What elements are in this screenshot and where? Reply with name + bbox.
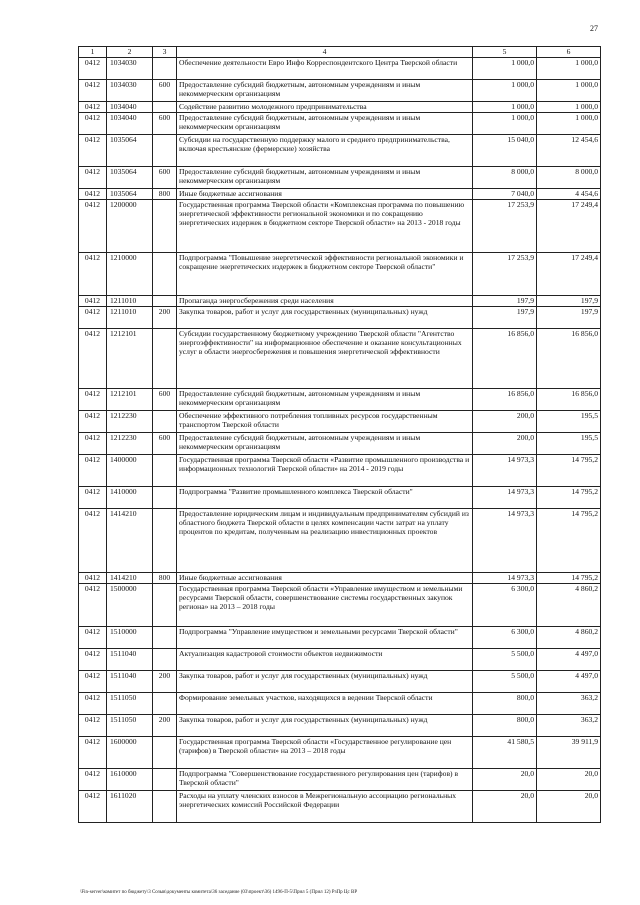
target-item-cell: 1510000 <box>107 627 153 649</box>
table-row <box>79 296 601 307</box>
target-item-cell: 1511050 <box>107 715 153 737</box>
expense-type-cell: 600 <box>153 113 177 135</box>
planned-amount-cell: 800,0 <box>473 715 537 737</box>
target-item-cell: 1212230 <box>107 433 153 455</box>
target-item-cell: 1034030 <box>107 80 153 102</box>
target-item-cell: 1600000 <box>107 737 153 769</box>
expense-type-cell <box>153 487 177 509</box>
target-item-cell: 1035064 <box>107 135 153 167</box>
planned-amount-cell: 16 856,0 <box>473 329 537 389</box>
actual-amount-cell: 197,9 <box>537 296 601 307</box>
description-cell: Подпрограмма "Развитие промышленного комплекса Тверской области" <box>177 487 473 509</box>
section-code-cell: 0412 <box>79 693 107 715</box>
planned-amount-cell: 20,0 <box>473 791 537 823</box>
planned-amount-cell: 41 580,5 <box>473 737 537 769</box>
header-cell-1: 1 <box>79 47 107 58</box>
planned-amount-cell: 7 040,0 <box>473 189 537 200</box>
actual-amount-cell: 363,2 <box>537 715 601 737</box>
target-item-cell: 1211010 <box>107 296 153 307</box>
expense-type-cell <box>153 455 177 487</box>
table-row <box>79 627 601 649</box>
expense-type-cell: 600 <box>153 433 177 455</box>
description-cell: Предоставление субсидий бюджетным, автономным учреждениям и иным некоммерческим организациям <box>177 80 473 102</box>
description-cell: Государственная программа Тверской области «Государственное регулирование цен (тарифов) в Тверской области» на 2013 – 2018 годы <box>177 737 473 769</box>
planned-amount-cell: 14 973,3 <box>473 487 537 509</box>
planned-amount-cell: 197,9 <box>473 296 537 307</box>
table-row <box>79 573 601 584</box>
actual-amount-cell: 8 000,0 <box>537 167 601 189</box>
expense-type-cell <box>153 584 177 627</box>
description-cell: Иные бюджетные ассигнования <box>177 189 473 200</box>
table-row <box>79 584 601 627</box>
planned-amount-cell: 6 300,0 <box>473 627 537 649</box>
table-row <box>79 389 601 411</box>
expense-type-cell: 200 <box>153 671 177 693</box>
target-item-cell: 1410000 <box>107 487 153 509</box>
expense-type-cell <box>153 693 177 715</box>
target-item-cell: 1210000 <box>107 253 153 296</box>
section-code-cell: 0412 <box>79 389 107 411</box>
actual-amount-cell: 4 497,0 <box>537 649 601 671</box>
actual-amount-cell: 16 856,0 <box>537 389 601 411</box>
planned-amount-cell: 17 253,9 <box>473 253 537 296</box>
section-code-cell: 0412 <box>79 58 107 80</box>
section-code-cell: 0412 <box>79 80 107 102</box>
header-cell-4: 4 <box>177 47 473 58</box>
description-cell: Расходы на уплату членских взносов в Межрегиональную ассоциацию региональных энергетических комиссий Российской Федерации <box>177 791 473 823</box>
planned-amount-cell: 200,0 <box>473 433 537 455</box>
expense-type-cell <box>153 329 177 389</box>
actual-amount-cell: 4 497,0 <box>537 671 601 693</box>
table-row <box>79 769 601 791</box>
table-row <box>79 329 601 389</box>
description-cell: Подпрограмма "Повышение энергетической эффективности региональной экономики и сокращение энергетических издержек в бюджетном секторе Тверской области" <box>177 253 473 296</box>
description-cell: Обеспечение эффективного потребления топливных ресурсов государственным транспортом Тверской области <box>177 411 473 433</box>
actual-amount-cell: 14 795,2 <box>537 455 601 487</box>
table-header-row <box>79 47 601 58</box>
planned-amount-cell: 1 000,0 <box>473 80 537 102</box>
description-cell: Предоставление субсидий бюджетным, автономным учреждениям и иным некоммерческим организациям <box>177 433 473 455</box>
planned-amount-cell: 5 500,0 <box>473 671 537 693</box>
target-item-cell: 1511050 <box>107 693 153 715</box>
actual-amount-cell: 20,0 <box>537 791 601 823</box>
target-item-cell: 1414210 <box>107 573 153 584</box>
planned-amount-cell: 14 973,3 <box>473 573 537 584</box>
section-code-cell: 0412 <box>79 102 107 113</box>
section-code-cell: 0412 <box>79 253 107 296</box>
planned-amount-cell: 15 040,0 <box>473 135 537 167</box>
section-code-cell: 0412 <box>79 584 107 627</box>
target-item-cell: 1212230 <box>107 411 153 433</box>
expense-type-cell <box>153 509 177 573</box>
table-row <box>79 715 601 737</box>
expense-type-cell <box>153 627 177 649</box>
planned-amount-cell: 14 973,3 <box>473 455 537 487</box>
target-item-cell: 1200000 <box>107 200 153 253</box>
expense-type-cell: 200 <box>153 307 177 329</box>
target-item-cell: 1034040 <box>107 113 153 135</box>
planned-amount-cell: 17 253,9 <box>473 200 537 253</box>
target-item-cell: 1611020 <box>107 791 153 823</box>
target-item-cell: 1211010 <box>107 307 153 329</box>
description-cell: Предоставление субсидий бюджетным, автономным учреждениям и иным некоммерческим организациям <box>177 113 473 135</box>
table-row <box>79 455 601 487</box>
description-cell: Подпрограмма "Управление имуществом и земельными ресурсами Тверской области" <box>177 627 473 649</box>
description-cell: Субсидии на государственную поддержку малого и среднего предпринимательства, включая крестьянские (фермерские) хозяйства <box>177 135 473 167</box>
actual-amount-cell: 363,2 <box>537 693 601 715</box>
header-cell-2: 2 <box>107 47 153 58</box>
description-cell: Закупка товаров, работ и услуг для государственных (муниципальных) нужд <box>177 715 473 737</box>
section-code-cell: 0412 <box>79 573 107 584</box>
target-item-cell: 1414210 <box>107 509 153 573</box>
table-row <box>79 135 601 167</box>
planned-amount-cell: 20,0 <box>473 769 537 791</box>
expense-type-cell <box>153 200 177 253</box>
actual-amount-cell: 17 249,4 <box>537 253 601 296</box>
table-row <box>79 737 601 769</box>
description-cell: Подпрограмма "Совершенствование государственного регулирования цен (тарифов) в Тверской области" <box>177 769 473 791</box>
section-code-cell: 0412 <box>79 649 107 671</box>
actual-amount-cell: 14 795,2 <box>537 573 601 584</box>
table-row <box>79 487 601 509</box>
section-code-cell: 0412 <box>79 307 107 329</box>
target-item-cell: 1212101 <box>107 389 153 411</box>
actual-amount-cell: 16 856,0 <box>537 329 601 389</box>
expense-type-cell: 800 <box>153 573 177 584</box>
planned-amount-cell: 800,0 <box>473 693 537 715</box>
section-code-cell: 0412 <box>79 791 107 823</box>
actual-amount-cell: 39 911,9 <box>537 737 601 769</box>
expense-type-cell <box>153 411 177 433</box>
expense-type-cell <box>153 791 177 823</box>
section-code-cell: 0412 <box>79 296 107 307</box>
section-code-cell: 0412 <box>79 167 107 189</box>
header-cell-6: 6 <box>537 47 601 58</box>
planned-amount-cell: 6 300,0 <box>473 584 537 627</box>
description-cell: Государственная программа Тверской области «Развитие промышленного производства и информационных технологий Тверской области» на 2014 - 2019 годы <box>177 455 473 487</box>
planned-amount-cell: 1 000,0 <box>473 102 537 113</box>
expense-type-cell: 200 <box>153 715 177 737</box>
section-code-cell: 0412 <box>79 200 107 253</box>
actual-amount-cell: 4 860,2 <box>537 584 601 627</box>
target-item-cell: 1035064 <box>107 167 153 189</box>
section-code-cell: 0412 <box>79 671 107 693</box>
actual-amount-cell: 197,9 <box>537 307 601 329</box>
table-row <box>79 189 601 200</box>
expense-type-cell <box>153 102 177 113</box>
file-path-footer: \Fin-server\комитет по бюджету\3 Созыв\документы комитета\36 заседание (03\проект\36) 1496-П-5\Прил 5 (Прил 12) РзПр Цс ВР <box>80 890 358 895</box>
actual-amount-cell: 195,5 <box>537 411 601 433</box>
budget-table <box>78 46 601 823</box>
section-code-cell: 0412 <box>79 715 107 737</box>
actual-amount-cell: 1 000,0 <box>537 102 601 113</box>
expense-type-cell: 600 <box>153 80 177 102</box>
section-code-cell: 0412 <box>79 509 107 573</box>
description-cell: Государственная программа Тверской области «Комплексная программа по повышению энергетической эффективности региональной экономики и по сокращению энергетических издержек в бюджетном секторе Тверской области» на 2013 - 2018 годы <box>177 200 473 253</box>
expense-type-cell <box>153 58 177 80</box>
expense-type-cell: 800 <box>153 189 177 200</box>
planned-amount-cell: 200,0 <box>473 411 537 433</box>
table-row <box>79 693 601 715</box>
table-row <box>79 307 601 329</box>
actual-amount-cell: 20,0 <box>537 769 601 791</box>
section-code-cell: 0412 <box>79 329 107 389</box>
expense-type-cell <box>153 296 177 307</box>
section-code-cell: 0412 <box>79 135 107 167</box>
expense-type-cell <box>153 737 177 769</box>
header-cell-5: 5 <box>473 47 537 58</box>
actual-amount-cell: 4 454,6 <box>537 189 601 200</box>
target-item-cell: 1400000 <box>107 455 153 487</box>
table-row <box>79 80 601 102</box>
section-code-cell: 0412 <box>79 411 107 433</box>
description-cell: Государственная программа Тверской области «Управление имуществом и земельными ресурсами Тверской области, совершенствование системы государственных закупок региона» на 2013 – 2018 годы <box>177 584 473 627</box>
actual-amount-cell: 1 000,0 <box>537 80 601 102</box>
table-row <box>79 58 601 80</box>
target-item-cell: 1034040 <box>107 102 153 113</box>
table-body <box>79 47 601 823</box>
table-row <box>79 253 601 296</box>
table-row <box>79 200 601 253</box>
planned-amount-cell: 197,9 <box>473 307 537 329</box>
actual-amount-cell: 12 454,6 <box>537 135 601 167</box>
actual-amount-cell: 14 795,2 <box>537 509 601 573</box>
planned-amount-cell: 14 973,3 <box>473 509 537 573</box>
actual-amount-cell: 14 795,2 <box>537 487 601 509</box>
section-code-cell: 0412 <box>79 487 107 509</box>
table-row <box>79 671 601 693</box>
table-row <box>79 113 601 135</box>
description-cell: Закупка товаров, работ и услуг для государственных (муниципальных) нужд <box>177 307 473 329</box>
target-item-cell: 1212101 <box>107 329 153 389</box>
section-code-cell: 0412 <box>79 113 107 135</box>
actual-amount-cell: 1 000,0 <box>537 113 601 135</box>
description-cell: Формирование земельных участков, находящихся в ведении Тверской области <box>177 693 473 715</box>
description-cell: Иные бюджетные ассигнования <box>177 573 473 584</box>
table-row <box>79 509 601 573</box>
planned-amount-cell: 1 000,0 <box>473 113 537 135</box>
description-cell: Предоставление субсидий бюджетным, автономным учреждениям и иным некоммерческим организациям <box>177 389 473 411</box>
actual-amount-cell: 17 249,4 <box>537 200 601 253</box>
table-row <box>79 433 601 455</box>
description-cell: Предоставление субсидий бюджетным, автономным учреждениям и иным некоммерческим организациям <box>177 167 473 189</box>
page-number: 27 <box>590 24 598 33</box>
planned-amount-cell: 1 000,0 <box>473 58 537 80</box>
planned-amount-cell: 8 000,0 <box>473 167 537 189</box>
target-item-cell: 1035064 <box>107 189 153 200</box>
section-code-cell: 0412 <box>79 433 107 455</box>
header-cell-3: 3 <box>153 47 177 58</box>
table-row <box>79 411 601 433</box>
actual-amount-cell: 4 860,2 <box>537 627 601 649</box>
section-code-cell: 0412 <box>79 627 107 649</box>
target-item-cell: 1610000 <box>107 769 153 791</box>
actual-amount-cell: 1 000,0 <box>537 58 601 80</box>
section-code-cell: 0412 <box>79 189 107 200</box>
planned-amount-cell: 5 500,0 <box>473 649 537 671</box>
expense-type-cell <box>153 135 177 167</box>
description-cell: Актуализация кадастровой стоимости объектов недвижимости <box>177 649 473 671</box>
description-cell: Содействие развитию молодежного предпринимательства <box>177 102 473 113</box>
description-cell: Закупка товаров, работ и услуг для государственных (муниципальных) нужд <box>177 671 473 693</box>
expense-type-cell <box>153 253 177 296</box>
description-cell: Обеспечение деятельности Евро Инфо Корреспондентского Центра Тверской области <box>177 58 473 80</box>
target-item-cell: 1511040 <box>107 671 153 693</box>
expense-type-cell <box>153 769 177 791</box>
table-row <box>79 649 601 671</box>
section-code-cell: 0412 <box>79 455 107 487</box>
target-item-cell: 1500000 <box>107 584 153 627</box>
description-cell: Пропаганда энергосбережения среди населения <box>177 296 473 307</box>
table-row <box>79 102 601 113</box>
section-code-cell: 0412 <box>79 737 107 769</box>
table-row <box>79 167 601 189</box>
table-row <box>79 791 601 823</box>
section-code-cell: 0412 <box>79 769 107 791</box>
expense-type-cell: 600 <box>153 389 177 411</box>
target-item-cell: 1511040 <box>107 649 153 671</box>
expense-type-cell: 600 <box>153 167 177 189</box>
description-cell: Предоставление юридическим лицам и индивидуальным предпринимателям субсидий из областного бюджета Тверской области в целях компенсации части затрат на уплату процентов по кредитам, полученным на реализацию инвестиционных проектов <box>177 509 473 573</box>
target-item-cell: 1034030 <box>107 58 153 80</box>
expense-type-cell <box>153 649 177 671</box>
actual-amount-cell: 195,5 <box>537 433 601 455</box>
description-cell: Субсидии государственному бюджетному учреждению Тверской области "Агентство энергоэффективности" на информационное обеспечение и оказание консультационных услуг в области энергосбережения и повышения энергетической эффективности <box>177 329 473 389</box>
planned-amount-cell: 16 856,0 <box>473 389 537 411</box>
